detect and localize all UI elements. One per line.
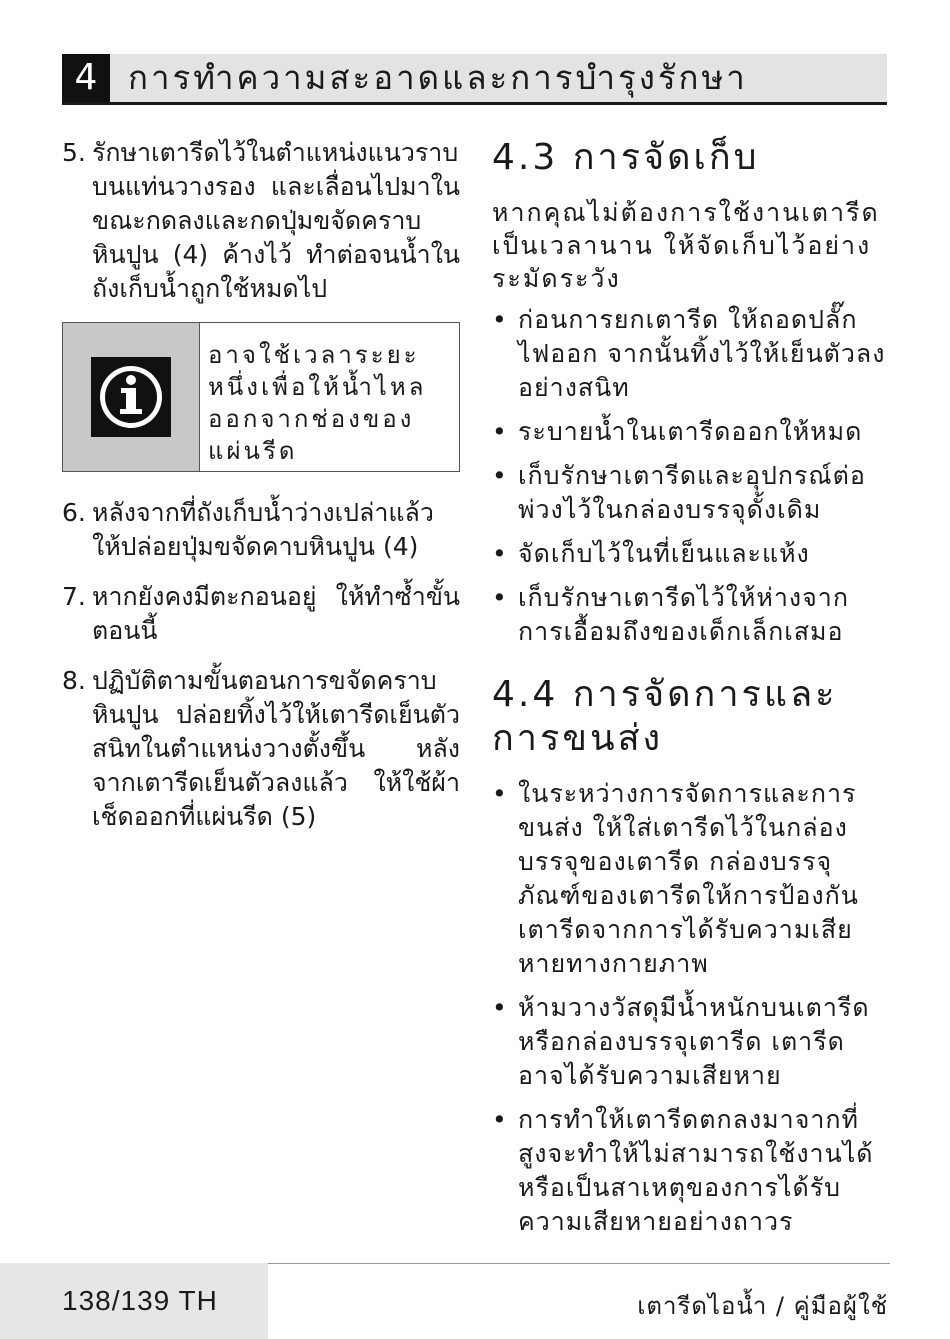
bullet-icon: • <box>492 779 507 808</box>
footer-divider <box>268 1263 890 1264</box>
list-item: • ระบายน้ำในเตารีดออกให้หมด <box>492 415 888 449</box>
list-item: • ห้ามวางวัสดุมีน้ำหนักบนเตารีดหรือกล่องบรรจุเตารีด เตารีดอาจได้รับความเสียหาย <box>492 991 888 1093</box>
right-column <box>492 132 888 1263</box>
storage-intro: หากคุณไม่ต้องการใช้งานเตารีดเป็นเวลานาน ให้จัดเก็บไว้อย่างระมัดระวัง <box>492 198 880 293</box>
bullet-icon: • <box>492 417 507 446</box>
left-column <box>62 136 460 850</box>
bullet-icon: • <box>492 305 507 334</box>
step-5 <box>62 136 460 306</box>
footer-page-box <box>0 1263 268 1339</box>
list-item: • การทำให้เตารีดตกลงมาจากที่สูงจะทำให้ไม่สามารถใช้งานได้หรือเป็นสาเหตุของการได้รับความเสียหายอย่างถาวร <box>492 1103 888 1239</box>
info-note <box>62 322 460 472</box>
storage-list <box>492 303 888 649</box>
step-8 <box>62 664 460 834</box>
page-number: 138/139 TH <box>62 1285 218 1316</box>
step-number: 8. <box>62 666 86 695</box>
step-text: ปฏิบัติตามขั้นตอนการขจัดคราบหินปูน ปล่อยทิ้งไว้ให้เตารีดเย็นตัวสนิทในตำแหน่งวางตั้งขึ้น หลังจากเตารีดเย็นตัวลงแล้ว ให้ใช้ผ้าเช็ดออกที่แผ่นรีด (5) <box>92 666 460 831</box>
info-icon <box>91 357 171 437</box>
bullet-icon: • <box>492 461 507 490</box>
step-number: 6. <box>62 498 86 527</box>
section-title: การทำความสะอาดและการบำรุงรักษา <box>128 58 748 97</box>
bullet-icon: • <box>492 993 507 1022</box>
step-text: หากยังคงมีตะกอนอยู่ ให้ทำซ้ำขั้นตอนนี้ <box>92 582 460 645</box>
section-number: 4 <box>62 54 110 102</box>
section-header <box>62 54 887 105</box>
list-item: • จัดเก็บไว้ในที่เย็นและแห้ง <box>492 537 888 571</box>
info-icon-box <box>63 323 200 471</box>
heading-handling: 4.4 การจัดการและการขนส่ง <box>492 674 838 759</box>
step-text: รักษาเตารีดไว้ในตำแหน่งแนวราบบนแท่นวางรอง และเลื่อนไปมาในขณะกดลงและกดปุ่มขจัดคราบหินปูน (4) ค้างไว้ ทำต่อจนน้ำในถังเก็บน้ำถูกใช้หมดไป <box>92 138 460 303</box>
bullet-icon: • <box>492 539 507 568</box>
step-7 <box>62 580 460 648</box>
heading-storage: 4.3 การจัดเก็บ <box>492 137 760 178</box>
bullet-icon: • <box>492 583 507 612</box>
footer-doc-title: เตารีดไอน้ำ / คู่มือผู้ใช้ <box>637 1292 888 1320</box>
step-6 <box>62 496 460 564</box>
handling-list <box>492 777 888 1239</box>
bullet-icon: • <box>492 1105 507 1134</box>
list-item: • เก็บรักษาเตารีดไว้ให้ห่างจากการเอื้อมถึงของเด็กเล็กเสมอ <box>492 581 888 649</box>
list-item: • เก็บรักษาเตารีดและอุปกรณ์ต่อพ่วงไว้ในกล่องบรรจุดั้งเดิม <box>492 459 888 527</box>
step-number: 7. <box>62 582 86 611</box>
list-item: • ในระหว่างการจัดการและการขนส่ง ให้ใส่เตารีดไว้ในกล่องบรรจุของเตารีด กล่องบรรจุภัณฑ์ของเตารีดให้การป้องกันเตารีดจากการได้รับความเสียหายทางกายภาพ <box>492 777 888 981</box>
step-number: 5. <box>62 138 86 167</box>
note-text: อาจใช้เวลาระยะหนึ่งเพื่อให้น้ำไหลออกจากช่องของแผ่นรีด <box>208 341 427 465</box>
list-item: • ก่อนการยกเตารีด ให้ถอดปลั๊กไฟออก จากนั้นทิ้งไว้ให้เย็นตัวลงอย่างสนิท <box>492 303 888 405</box>
step-text: หลังจากที่ถังเก็บน้ำว่างเปล่าแล้ว ให้ปล่อยปุ่มขจัดคาบหินปูน (4) <box>92 498 434 561</box>
